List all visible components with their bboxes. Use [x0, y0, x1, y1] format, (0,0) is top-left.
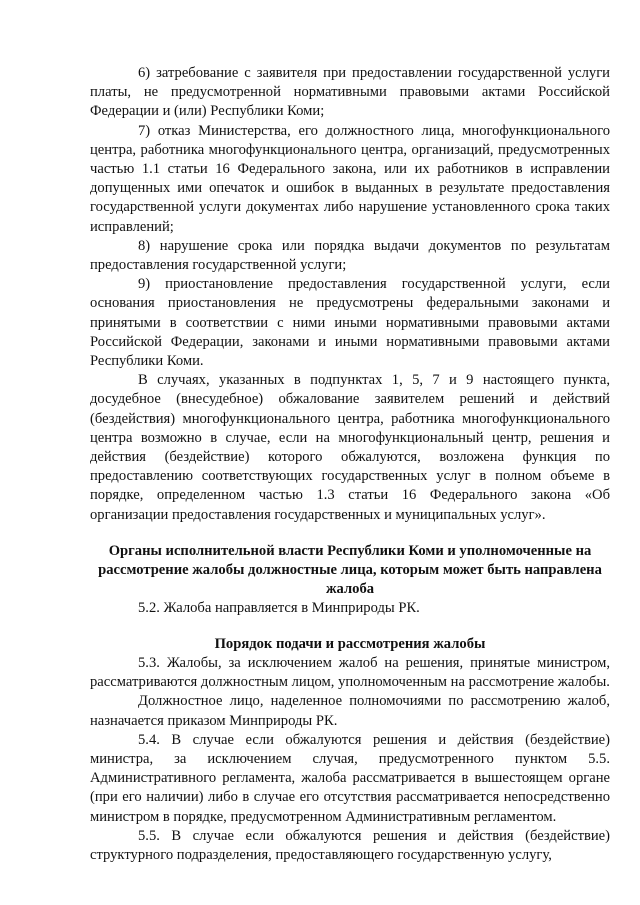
paragraph-5-3: 5.3. Жалобы, за исключением жалоб на решения, принятые министром, рассматриваются должностным лицом, уполномоченным на рассмотрение жалобы. — [90, 654, 610, 691]
paragraph-item-8: 8) нарушение срока или порядка выдачи документов по результатам предоставления государственной услуги; — [90, 237, 610, 274]
document-page — [90, 64, 610, 865]
paragraph-item-6: 6) затребование с заявителя при предоставлении государственной услуги платы, не предусмотренной нормативными правовыми актами Российской Федерации и (или) Республики Коми; — [90, 65, 610, 120]
section-heading-procedure: Порядок подачи и рассмотрения жалобы — [214, 635, 486, 652]
paragraph-item-9: 9) приостановление предоставления государственной услуги, если основания приостановления не предусмотрены федеральными законами и принятыми в соответствии с ними иными нормативными правовыми актами Российской Федерации, законами и иными нормативными правовыми актами Республики Коми. — [90, 276, 610, 370]
paragraph-official: Должностное лицо, наделенное полномочиями по рассмотрению жалоб, назначается приказом Минприроды РК. — [90, 693, 610, 729]
paragraph-5-5: 5.5. В случае если обжалуются решения и действия (бездействие) структурного подразделения, предоставляющего государственную услугу, — [90, 827, 610, 863]
paragraph-item-7: 7) отказ Министерства, его должностного лица, многофункционального центра, работника многофункционального центра, организаций, предусмотренных частью 1.1 статьи 16 Федерального закона, или их работников в исправлении допущенных ими опечаток и ошибок в выданных в результате предоставления государственной услуги документах либо нарушение установленного срока таких исправлений; — [90, 122, 610, 235]
paragraph-mfc-appeal: В случаях, указанных в подпунктах 1, 5, 7 и 9 настоящего пункта, досудебное (внесудебное) обжалование заявителем решений и действий (бездействия) многофункционального центра, работника многофункционального центра возможно в случае, если на многофункциональный центр, решения и действия (бездействие) которого обжалуются, возложена функция по предоставлению соответствующих государственных услуг в полном объеме в порядке, определенном частью 1.3 статьи 16 Федерального закона «Об организации предоставления государственных и муниципальных услуг». — [90, 372, 610, 523]
paragraph-5-2: 5.2. Жалоба направляется в Минприроды РК. — [138, 600, 420, 617]
paragraph-5-4: 5.4. В случае если обжалуются решения и действия (бездействие) министра, за исключением случая, предусмотренного пунктом 5.5. Административного регламента, жалоба рассматривается в вышестоящем органе (при его наличии) либо в случае его отсутствия рассматривается непосредственно министром в порядке, предусмотренном Административным регламентом. — [90, 731, 610, 825]
section-heading-authorities: Органы исполнительной власти Республики Коми и уполномоченные на рассмотрение жалобы должностные лица, которым может быть направлена жалоба — [98, 542, 602, 598]
